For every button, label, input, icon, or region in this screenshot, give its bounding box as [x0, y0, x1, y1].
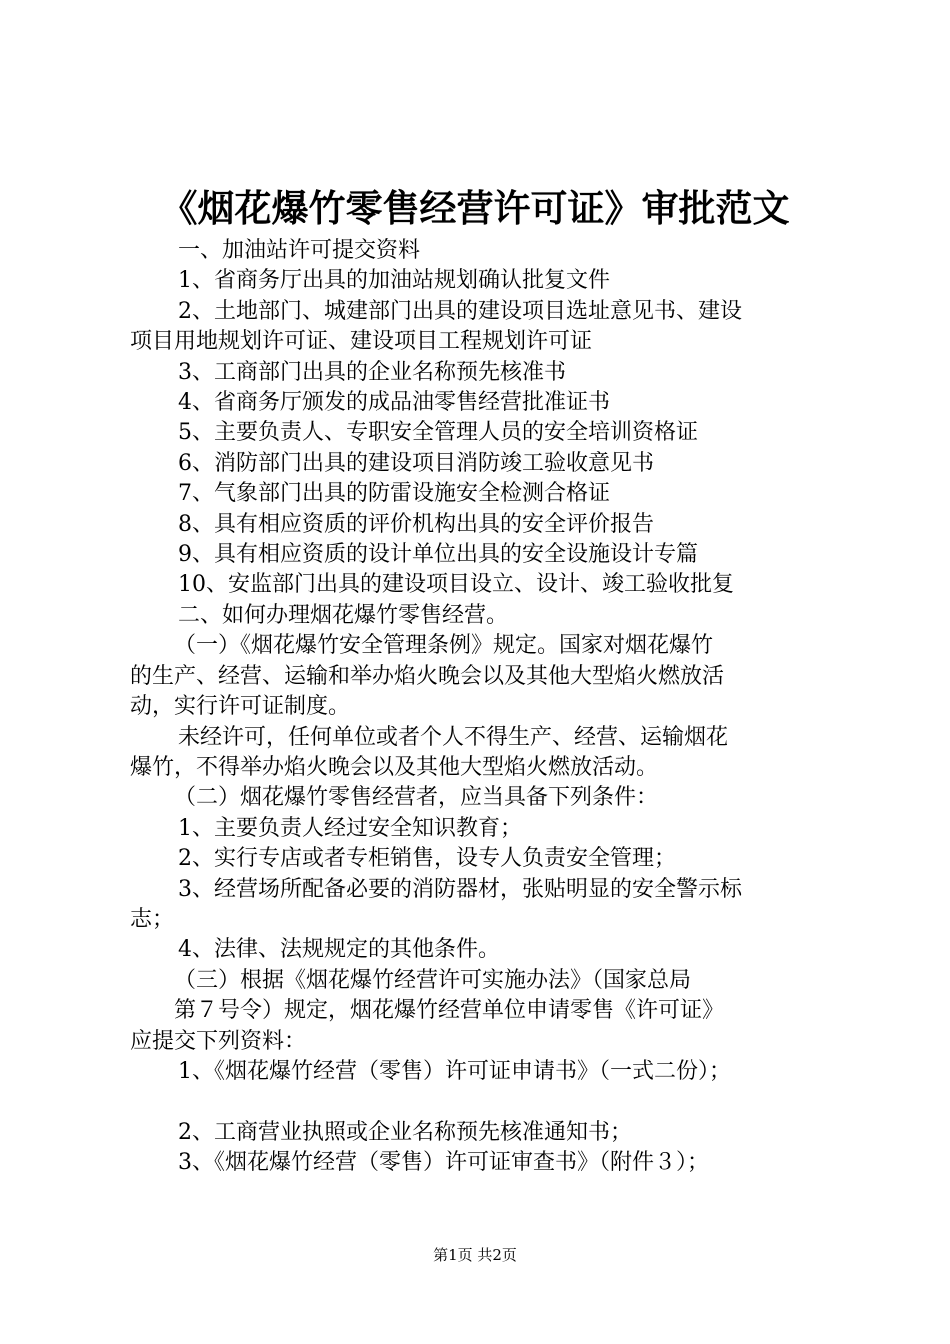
paragraph: （一）《烟花爆竹安全管理条例》规定。国家对烟花爆竹 — [174, 633, 714, 659]
list-item: 10、安监部门出具的建设项目设立、设计、竣工验收批复 — [178, 572, 734, 598]
list-item: 1、《烟花爆竹经营（零售）许可证申请书》（一式二份）； — [178, 1058, 731, 1084]
section-heading: 二、如何办理烟花爆竹零售经营。 — [178, 602, 509, 628]
paragraph: （二）烟花爆竹零售经营者，应当具备下列条件： — [174, 785, 659, 811]
paragraph-continuation: 爆竹，不得举办焰火晚会以及其他大型焰火燃放活动。 — [130, 754, 659, 780]
paragraph-continuation: 的生产、经营、运输和举办焰火晚会以及其他大型焰火燃放活 — [130, 663, 725, 689]
list-item: 8、具有相应资质的评价机构出具的安全评价报告 — [178, 511, 654, 537]
list-item: 3、《烟花爆竹经营（零售）许可证审查书》（附件３）； — [178, 1150, 709, 1176]
list-item: 7、气象部门出具的防雷设施安全检测合格证 — [178, 481, 610, 507]
paragraph: 未经许可，任何单位或者个人不得生产、经营、运输烟花 — [178, 724, 729, 750]
list-item: 3、工商部门出具的企业名称预先核准书 — [178, 359, 566, 385]
page-footer: 第1页 共2页 — [433, 1246, 517, 1264]
list-item: 2、工商营业执照或企业名称预先核准通知书； — [178, 1119, 632, 1145]
list-item-continuation: 志； — [130, 906, 175, 932]
list-item: 9、具有相应资质的设计单位出具的安全设施设计专篇 — [178, 542, 698, 568]
document-title: 《烟花爆竹零售经营许可证》审批范文 — [160, 186, 790, 230]
blank-line — [130, 1087, 840, 1117]
list-item: 1、主要负责人经过安全知识教育； — [178, 815, 522, 841]
paragraph-continuation: 动，实行许可证制度。 — [130, 694, 351, 720]
list-item: 4、省商务厅颁发的成品油零售经营批准证书 — [178, 390, 610, 416]
list-item: 1、省商务厅出具的加油站规划确认批复文件 — [178, 268, 610, 294]
list-item: 3、经营场所配备必要的消防器材，张贴明显的安全警示标 — [178, 876, 742, 902]
list-item-continuation: 项目用地规划许可证、建设项目工程规划许可证 — [130, 329, 593, 355]
list-item: 4、法律、法规规定的其他条件。 — [178, 937, 500, 963]
document-body — [130, 236, 840, 1179]
paragraph-continuation: 第７号令）规定，烟花爆竹经营单位申请零售《许可证》 — [174, 998, 725, 1024]
list-item: 6、消防部门出具的建设项目消防竣工验收意见书 — [178, 450, 654, 476]
paragraph: （三）根据《烟花爆竹经营许可实施办法》（国家总局 — [174, 967, 692, 993]
list-item: 2、土地部门、城建部门出具的建设项目选址意见书、建设 — [178, 298, 742, 324]
section-heading: 一、加油站许可提交资料 — [178, 238, 421, 263]
list-item: 2、实行专店或者专柜销售，设专人负责安全管理； — [178, 846, 676, 872]
list-item: 5、主要负责人、专职安全管理人员的安全培训资格证 — [178, 420, 698, 446]
paragraph-continuation: 应提交下列资料： — [130, 1028, 307, 1054]
